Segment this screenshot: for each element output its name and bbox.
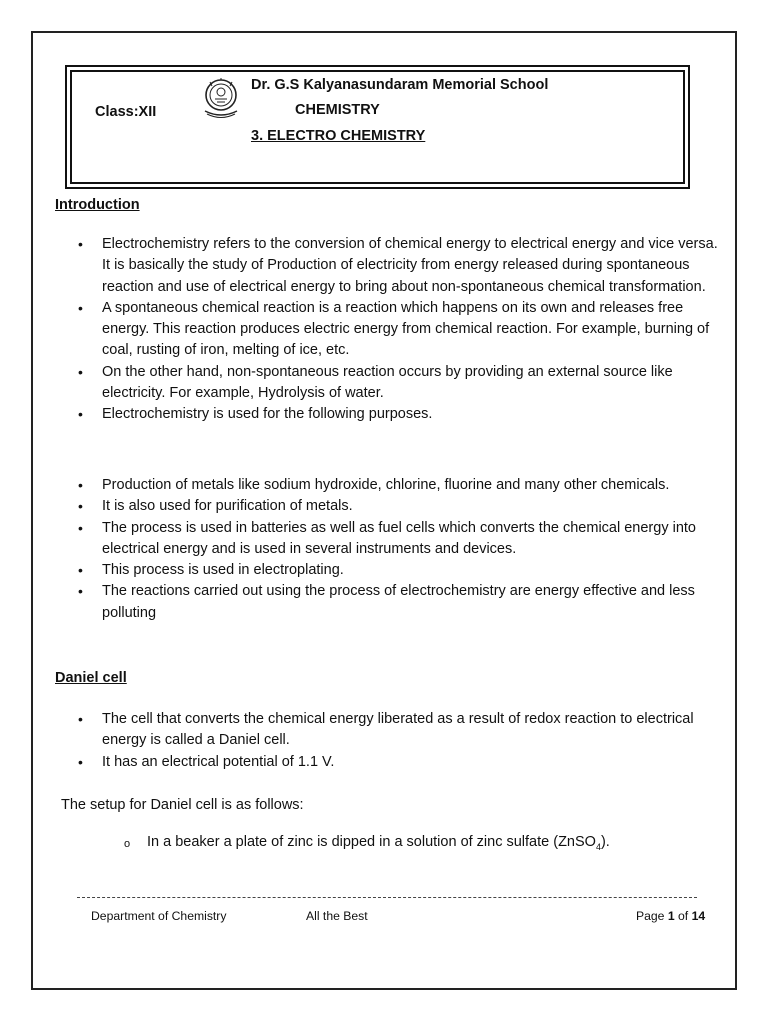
footer-divider — [77, 897, 697, 898]
hollow-bullet-icon: o — [124, 838, 131, 850]
list-item: • It has an electrical potential of 1.1 V. — [78, 753, 335, 770]
class-label: Class:XII — [95, 104, 157, 120]
list-item: • On the other hand, non-spontaneous reaction occurs by providing an external source like electricity. For example, Hydrolysis of water. — [78, 363, 673, 402]
page-number: Page 1 of 14 — [636, 909, 706, 923]
list-item: • It is also used for purification of metals. — [78, 498, 353, 515]
school-name: Dr. G.S Kalyanasundaram Memorial School — [251, 77, 549, 93]
list-item: • The process is used in batteries as well as fuel cells which converts the chemical energy into electrical energy and is used in several instruments and devices. — [78, 519, 696, 557]
intro-bullet-list — [0, 234, 768, 426]
list-item: • Electrochemistry is used for the following purposes. — [78, 406, 433, 423]
list-item: • A spontaneous chemical reaction is a reaction which happens on its own and releases free energy. This reaction produces electric energy from chemical reaction. For example, burning of coal, rusting of iron, melting of ice, etc. — [78, 299, 710, 359]
list-item: • The reactions carried out using the process of electrochemistry are energy effective and less polluting — [78, 583, 695, 621]
daniel-cell-heading: Daniel cell — [55, 670, 127, 686]
subject-title: CHEMISTRY — [295, 102, 380, 118]
setup-intro-text: The setup for Daniel cell is as follows: — [61, 797, 304, 813]
school-emblem-icon — [201, 77, 241, 121]
list-item: • Production of metals like sodium hydroxide, chlorine, fluorine and many other chemicals. — [78, 477, 670, 493]
daniel-bullet-list — [0, 709, 768, 773]
chapter-title: 3. ELECTRO CHEMISTRY — [251, 128, 426, 144]
list-item: • This process is used in electroplating. — [78, 562, 344, 579]
footer-motto: All the Best — [306, 909, 368, 923]
introduction-heading: Introduction — [55, 197, 140, 213]
list-item: • The cell that converts the chemical energy liberated as a result of redox reaction to electrical energy is called a Daniel cell. — [78, 711, 694, 749]
footer-department: Department of Chemistry — [91, 909, 227, 923]
purposes-bullet-list — [0, 475, 768, 624]
list-item: • Electrochemistry refers to the conversion of chemical energy to electrical energy and vice versa. It is basically the study of Production of electricity from energy released during spontaneous reaction and use of electrical energy to bring about non-spontaneous chemical transformation. — [78, 236, 718, 295]
